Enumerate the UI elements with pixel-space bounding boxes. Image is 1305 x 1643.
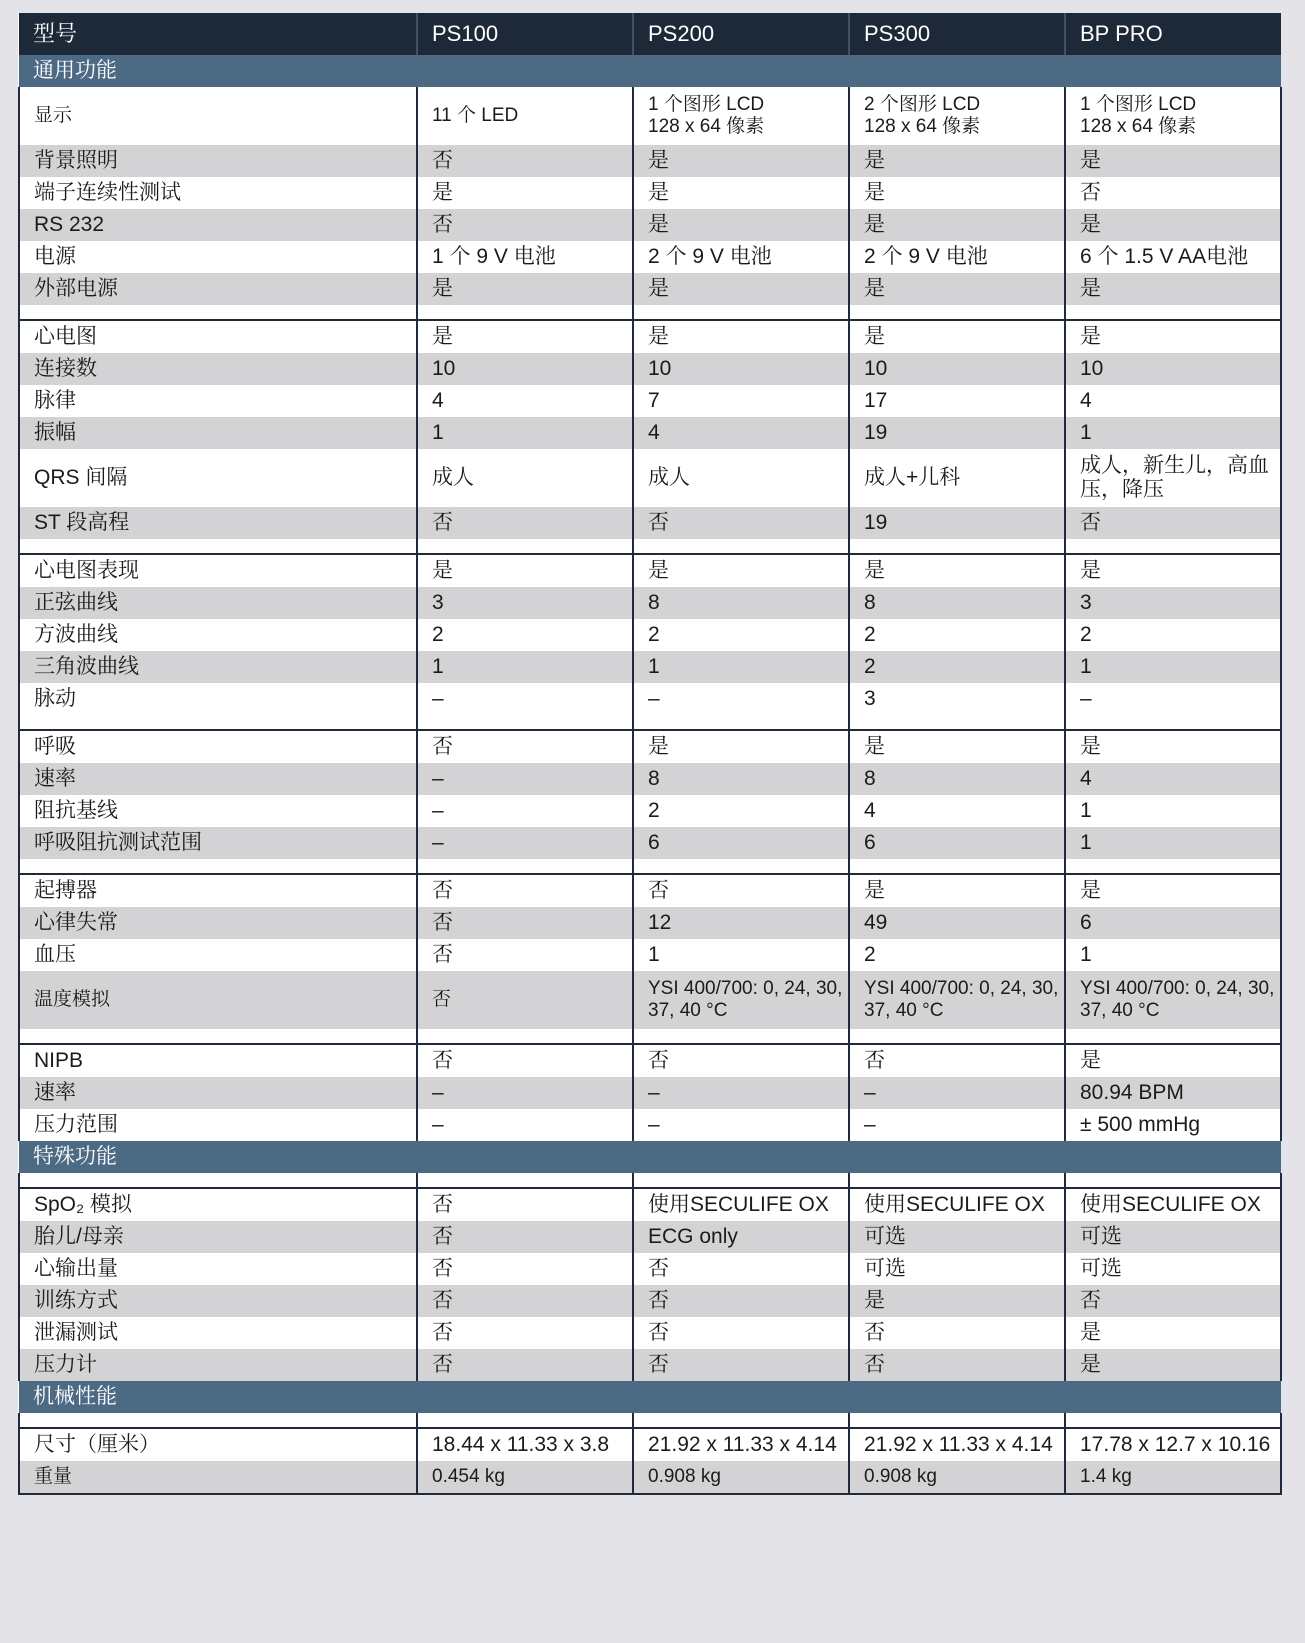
row-label: 外部电源 — [19, 273, 417, 305]
value-cell: 6 — [633, 827, 849, 859]
table-row — [19, 907, 1281, 939]
section-header-row — [19, 1381, 1281, 1413]
table-row — [19, 683, 1281, 715]
value-cell: 是 — [1065, 554, 1281, 587]
row-label: 胎儿/母亲 — [19, 1221, 417, 1253]
row-label: 振幅 — [19, 417, 417, 449]
spacer-cell — [633, 1413, 849, 1428]
table-row — [19, 971, 1281, 1029]
spec-comparison-table — [18, 13, 1282, 1495]
spacer-cell — [633, 715, 849, 730]
table-row — [19, 87, 1281, 145]
spacer-cell — [633, 539, 849, 554]
value-cell: 10 — [1065, 353, 1281, 385]
value-cell: 2 个 9 V 电池 — [633, 241, 849, 273]
value-cell: 是 — [1065, 730, 1281, 763]
spacer-cell — [633, 305, 849, 320]
value-cell: 否 — [633, 1317, 849, 1349]
value-cell: 成人 — [417, 449, 633, 507]
section-header-row — [19, 1141, 1281, 1173]
table-row — [19, 795, 1281, 827]
value-cell: 0.454 kg — [417, 1461, 633, 1494]
value-cell: 2 个图形 LCD 128 x 64 像素 — [849, 87, 1065, 145]
spacer-cell — [417, 715, 633, 730]
value-cell: 否 — [633, 874, 849, 907]
value-cell: 3 — [849, 683, 1065, 715]
value-cell: 使用SECULIFE OX — [1065, 1188, 1281, 1221]
spacer-cell — [849, 715, 1065, 730]
value-cell: 1 — [1065, 795, 1281, 827]
row-label: 温度模拟 — [19, 971, 417, 1029]
value-cell: 4 — [1065, 763, 1281, 795]
value-cell: 否 — [417, 971, 633, 1029]
value-cell: 1 — [1065, 417, 1281, 449]
spacer-cell — [633, 1029, 849, 1044]
value-cell: 4 — [417, 385, 633, 417]
value-cell: 是 — [1065, 874, 1281, 907]
value-cell: 10 — [417, 353, 633, 385]
value-cell: 6 — [1065, 907, 1281, 939]
value-cell: 否 — [417, 145, 633, 177]
spacer-row — [19, 1173, 1281, 1188]
value-cell: 2 — [633, 619, 849, 651]
value-cell: – — [633, 1077, 849, 1109]
value-cell: 1 个 9 V 电池 — [417, 241, 633, 273]
row-label: 连接数 — [19, 353, 417, 385]
spacer-cell — [849, 859, 1065, 874]
spacer-cell — [1065, 1413, 1281, 1428]
row-label: 脉律 — [19, 385, 417, 417]
value-cell: YSI 400/700: 0, 24, 30, 37, 40 °C — [633, 971, 849, 1029]
row-label: 速率 — [19, 763, 417, 795]
spacer-cell — [1065, 715, 1281, 730]
row-label: 三角波曲线 — [19, 651, 417, 683]
value-cell: 19 — [849, 507, 1065, 539]
section-title: 特殊功能 — [19, 1141, 1281, 1173]
table-row — [19, 1253, 1281, 1285]
spacer-cell — [19, 539, 417, 554]
spacer-cell — [849, 1413, 1065, 1428]
table-row — [19, 587, 1281, 619]
table-row — [19, 1109, 1281, 1141]
value-cell: 49 — [849, 907, 1065, 939]
spacer-row — [19, 539, 1281, 554]
value-cell: 是 — [633, 730, 849, 763]
value-cell: 成人 — [633, 449, 849, 507]
value-cell: ± 500 mmHg — [1065, 1109, 1281, 1141]
value-cell: 8 — [633, 763, 849, 795]
value-cell: 成人+儿科 — [849, 449, 1065, 507]
row-label: NIPB — [19, 1044, 417, 1077]
spacer-row — [19, 1029, 1281, 1044]
value-cell: 否 — [1065, 507, 1281, 539]
value-cell: 否 — [849, 1044, 1065, 1077]
value-cell: 3 — [1065, 587, 1281, 619]
row-label: 尺寸（厘米） — [19, 1428, 417, 1461]
value-cell: 4 — [849, 795, 1065, 827]
value-cell: 2 — [633, 795, 849, 827]
value-cell: 3 — [417, 587, 633, 619]
value-cell: 是 — [849, 177, 1065, 209]
value-cell: – — [633, 1109, 849, 1141]
value-cell: 2 — [849, 939, 1065, 971]
value-cell: 11 个 LED — [417, 87, 633, 145]
value-cell: 1 — [1065, 651, 1281, 683]
value-cell: 是 — [633, 145, 849, 177]
row-label: SpO₂ 模拟 — [19, 1188, 417, 1221]
row-label: RS 232 — [19, 209, 417, 241]
value-cell: 4 — [1065, 385, 1281, 417]
value-cell: – — [849, 1077, 1065, 1109]
value-cell: 是 — [417, 320, 633, 353]
spacer-cell — [1065, 539, 1281, 554]
value-cell: 6 个 1.5 V AA电池 — [1065, 241, 1281, 273]
value-cell: 80.94 BPM — [1065, 1077, 1281, 1109]
value-cell: 10 — [849, 353, 1065, 385]
value-cell: 17.78 x 12.7 x 10.16 — [1065, 1428, 1281, 1461]
value-cell: 10 — [633, 353, 849, 385]
value-cell: 7 — [633, 385, 849, 417]
table-row — [19, 1285, 1281, 1317]
value-cell: 否 — [417, 907, 633, 939]
spacer-cell — [633, 859, 849, 874]
value-cell: – — [417, 1109, 633, 1141]
value-cell: 是 — [849, 320, 1065, 353]
row-label: 脉动 — [19, 683, 417, 715]
value-cell: 是 — [417, 554, 633, 587]
spacer-cell — [19, 1029, 417, 1044]
value-cell: – — [417, 795, 633, 827]
header-cell-ps100: PS100 — [417, 13, 633, 55]
value-cell: 是 — [633, 320, 849, 353]
value-cell: 是 — [633, 209, 849, 241]
table-row — [19, 1317, 1281, 1349]
row-label: 压力计 — [19, 1349, 417, 1381]
value-cell: 是 — [849, 273, 1065, 305]
value-cell: 否 — [417, 1044, 633, 1077]
value-cell: 是 — [849, 1285, 1065, 1317]
value-cell: – — [1065, 683, 1281, 715]
table-row — [19, 939, 1281, 971]
value-cell: 4 — [633, 417, 849, 449]
row-label: 呼吸 — [19, 730, 417, 763]
value-cell: 2 个 9 V 电池 — [849, 241, 1065, 273]
value-cell: 是 — [1065, 1317, 1281, 1349]
row-label: 电源 — [19, 241, 417, 273]
row-label: 泄漏测试 — [19, 1317, 417, 1349]
value-cell: 1 — [1065, 827, 1281, 859]
value-cell: 18.44 x 11.33 x 3.8 — [417, 1428, 633, 1461]
value-cell: 8 — [633, 587, 849, 619]
header-cell-model: 型号 — [19, 13, 417, 55]
value-cell: 是 — [1065, 145, 1281, 177]
spacer-cell — [633, 1173, 849, 1188]
spacer-cell — [1065, 305, 1281, 320]
spacer-cell — [417, 859, 633, 874]
spacer-cell — [19, 859, 417, 874]
spacer-cell — [849, 305, 1065, 320]
header-cell-ps300: PS300 — [849, 13, 1065, 55]
spacer-cell — [417, 1413, 633, 1428]
value-cell: 是 — [1065, 273, 1281, 305]
spacer-row — [19, 1413, 1281, 1428]
value-cell: 可选 — [1065, 1253, 1281, 1285]
table-row — [19, 353, 1281, 385]
value-cell: 是 — [633, 273, 849, 305]
value-cell: 否 — [633, 1285, 849, 1317]
value-cell: 2 — [1065, 619, 1281, 651]
table-row — [19, 177, 1281, 209]
row-label: 呼吸阻抗测试范围 — [19, 827, 417, 859]
spacer-cell — [849, 1173, 1065, 1188]
row-label: 心电图 — [19, 320, 417, 353]
row-label: 训练方式 — [19, 1285, 417, 1317]
section-header-row — [19, 55, 1281, 87]
table-row — [19, 320, 1281, 353]
spacer-row — [19, 305, 1281, 320]
value-cell: 是 — [1065, 1349, 1281, 1381]
value-cell: ECG only — [633, 1221, 849, 1253]
spacer-cell — [19, 715, 417, 730]
value-cell: YSI 400/700: 0, 24, 30, 37, 40 °C — [849, 971, 1065, 1029]
section-title: 机械性能 — [19, 1381, 1281, 1413]
spacer-cell — [1065, 1173, 1281, 1188]
value-cell: 否 — [849, 1349, 1065, 1381]
value-cell: 1 — [417, 417, 633, 449]
row-label: 背景照明 — [19, 145, 417, 177]
row-label: 速率 — [19, 1077, 417, 1109]
spec-table-container — [18, 13, 1280, 1495]
spacer-cell — [417, 539, 633, 554]
value-cell: 是 — [633, 554, 849, 587]
header-cell-ps200: PS200 — [633, 13, 849, 55]
value-cell: 1 — [1065, 939, 1281, 971]
table-row — [19, 1461, 1281, 1494]
value-cell: 使用SECULIFE OX — [633, 1188, 849, 1221]
value-cell: 1 — [633, 651, 849, 683]
table-row — [19, 449, 1281, 507]
value-cell: 可选 — [849, 1221, 1065, 1253]
spacer-cell — [849, 1029, 1065, 1044]
value-cell: 使用SECULIFE OX — [849, 1188, 1065, 1221]
value-cell: 1.4 kg — [1065, 1461, 1281, 1494]
value-cell: 21.92 x 11.33 x 4.14 — [633, 1428, 849, 1461]
value-cell: 否 — [417, 1221, 633, 1253]
table-row — [19, 241, 1281, 273]
table-row — [19, 874, 1281, 907]
value-cell: 是 — [1065, 320, 1281, 353]
value-cell: 2 — [417, 619, 633, 651]
value-cell: – — [417, 827, 633, 859]
value-cell: 否 — [417, 1349, 633, 1381]
table-row — [19, 1428, 1281, 1461]
value-cell: 2 — [849, 651, 1065, 683]
value-cell: 8 — [849, 587, 1065, 619]
value-cell: 8 — [849, 763, 1065, 795]
table-row — [19, 1077, 1281, 1109]
table-row — [19, 619, 1281, 651]
value-cell: 是 — [849, 145, 1065, 177]
value-cell: 否 — [1065, 177, 1281, 209]
value-cell: 17 — [849, 385, 1065, 417]
value-cell: 19 — [849, 417, 1065, 449]
row-label: 显示 — [19, 87, 417, 145]
value-cell: 可选 — [849, 1253, 1065, 1285]
value-cell: 否 — [633, 1349, 849, 1381]
table-row — [19, 554, 1281, 587]
table-row — [19, 1188, 1281, 1221]
value-cell: – — [849, 1109, 1065, 1141]
value-cell: – — [417, 763, 633, 795]
value-cell: 成人，新生儿，高血压，降压 — [1065, 449, 1281, 507]
table-row — [19, 730, 1281, 763]
spacer-cell — [417, 1173, 633, 1188]
value-cell: – — [633, 683, 849, 715]
value-cell: 否 — [417, 1285, 633, 1317]
value-cell: 是 — [417, 273, 633, 305]
row-label: 心律失常 — [19, 907, 417, 939]
value-cell: 否 — [1065, 1285, 1281, 1317]
spacer-cell — [19, 305, 417, 320]
table-row — [19, 1221, 1281, 1253]
table-row — [19, 651, 1281, 683]
value-cell: 否 — [417, 939, 633, 971]
spacer-cell — [1065, 859, 1281, 874]
value-cell: 可选 — [1065, 1221, 1281, 1253]
table-row — [19, 763, 1281, 795]
value-cell: 否 — [417, 1253, 633, 1285]
spacer-cell — [417, 1029, 633, 1044]
value-cell: – — [417, 683, 633, 715]
value-cell: 否 — [417, 1188, 633, 1221]
value-cell: 1 个图形 LCD 128 x 64 像素 — [1065, 87, 1281, 145]
spacer-row — [19, 859, 1281, 874]
table-row — [19, 145, 1281, 177]
table-row — [19, 1044, 1281, 1077]
value-cell: 否 — [633, 507, 849, 539]
row-label: 血压 — [19, 939, 417, 971]
table-row — [19, 273, 1281, 305]
value-cell: 是 — [417, 177, 633, 209]
table-row — [19, 385, 1281, 417]
value-cell: 6 — [849, 827, 1065, 859]
value-cell: 否 — [417, 1317, 633, 1349]
spacer-row — [19, 715, 1281, 730]
value-cell: 是 — [1065, 209, 1281, 241]
row-label: QRS 间隔 — [19, 449, 417, 507]
value-cell: 否 — [633, 1253, 849, 1285]
value-cell: 1 — [633, 939, 849, 971]
value-cell: YSI 400/700: 0, 24, 30, 37, 40 °C — [1065, 971, 1281, 1029]
value-cell: 是 — [633, 177, 849, 209]
value-cell: 否 — [849, 1317, 1065, 1349]
header-cell-bp-pro: BP PRO — [1065, 13, 1281, 55]
value-cell: 是 — [849, 730, 1065, 763]
value-cell: – — [417, 1077, 633, 1109]
table-row — [19, 507, 1281, 539]
row-label: 方波曲线 — [19, 619, 417, 651]
value-cell: 1 — [417, 651, 633, 683]
row-label: 心输出量 — [19, 1253, 417, 1285]
value-cell: 2 — [849, 619, 1065, 651]
value-cell: 21.92 x 11.33 x 4.14 — [849, 1428, 1065, 1461]
value-cell: 否 — [417, 507, 633, 539]
spacer-cell — [19, 1173, 417, 1188]
value-cell: 否 — [417, 730, 633, 763]
table-row — [19, 827, 1281, 859]
row-label: 端子连续性测试 — [19, 177, 417, 209]
spacer-cell — [1065, 1029, 1281, 1044]
value-cell: 是 — [849, 209, 1065, 241]
row-label: 阻抗基线 — [19, 795, 417, 827]
value-cell: 12 — [633, 907, 849, 939]
value-cell: 是 — [849, 874, 1065, 907]
section-title: 通用功能 — [19, 55, 1281, 87]
spacer-cell — [849, 539, 1065, 554]
table-header-row — [19, 13, 1281, 55]
row-label: 起搏器 — [19, 874, 417, 907]
value-cell: 否 — [417, 874, 633, 907]
value-cell: 0.908 kg — [633, 1461, 849, 1494]
row-label: ST 段高程 — [19, 507, 417, 539]
value-cell: 是 — [1065, 1044, 1281, 1077]
spacer-cell — [19, 1413, 417, 1428]
row-label: 正弦曲线 — [19, 587, 417, 619]
table-row — [19, 417, 1281, 449]
row-label: 压力范围 — [19, 1109, 417, 1141]
value-cell: 否 — [417, 209, 633, 241]
value-cell: 是 — [849, 554, 1065, 587]
value-cell: 否 — [633, 1044, 849, 1077]
table-row — [19, 1349, 1281, 1381]
table-row — [19, 209, 1281, 241]
row-label: 心电图表现 — [19, 554, 417, 587]
value-cell: 1 个图形 LCD 128 x 64 像素 — [633, 87, 849, 145]
value-cell: 0.908 kg — [849, 1461, 1065, 1494]
row-label: 重量 — [19, 1461, 417, 1494]
spacer-cell — [417, 305, 633, 320]
